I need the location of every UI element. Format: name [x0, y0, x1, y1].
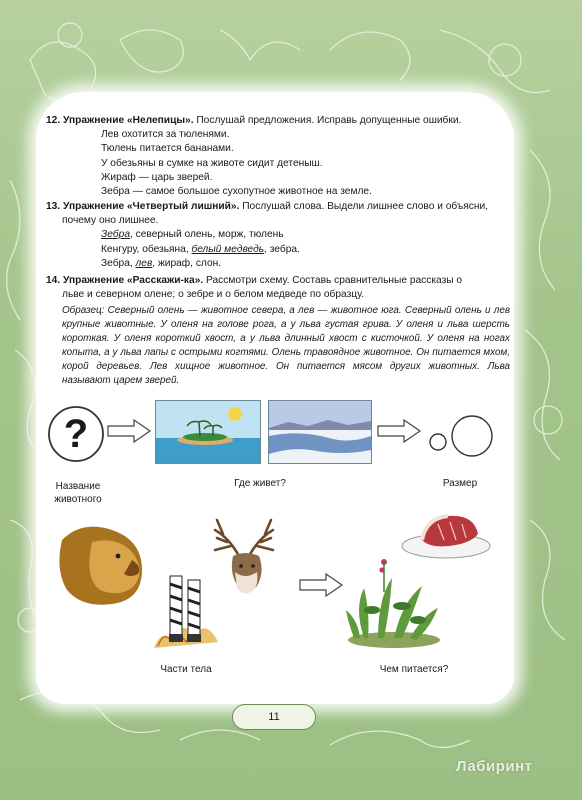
exercise-title: Упражнение «Нелепицы». [63, 115, 194, 126]
question-mark: ? [63, 412, 89, 456]
arrow-right-icon [376, 418, 422, 444]
exercise-title: Упражнение «Четвертый лишний». [63, 201, 240, 212]
sentence: Лев охотится за тюленями. [101, 129, 230, 141]
exercise-instruction-cont: льве и северном олене; о зебре и о белом медведе по образцу. [62, 289, 365, 301]
lion-head-picture [52, 520, 152, 608]
exercise-number: 14. [46, 275, 61, 286]
exercise-instruction: Рассмотри схему. Составь сравнительные рассказы о [203, 275, 463, 286]
sentence: Жираф — царь зверей. [101, 171, 213, 183]
size-circles [426, 410, 496, 462]
exercise-13 [46, 200, 516, 271]
odd-word: лев [135, 257, 153, 269]
exercise-instruction-cont: почему оно лишнее. [62, 215, 159, 227]
watermark: Лабиринт [456, 758, 533, 775]
exercise-number: 12. [46, 115, 61, 126]
caption-food: Чем питается? [379, 664, 449, 675]
exercise-number: 13. [46, 201, 61, 212]
sentence: У обезьяны в сумке на животе сидит детеныш. [101, 157, 323, 169]
word-row: Кенгуру, обезьяна, белый медведь, зебра. [101, 243, 300, 255]
sample-story: Образец: Северный олень — животное севера, а лев — животное юга. Северный олень и лев крупные животные. У оленя на голове рога, а у льва густая грива. У оленя и льва шерсть короткая. У оленя короткий хвост, а у льва длинный хвост с кисточкой. У оленя на ногах копыта, а у льва лапы с острыми когтями. Олень травоядное животное. Он питается мхом, корой деревьев. Лев хищное животное. Он питается мясом других животных. Льва называют царем зверей. [62, 305, 510, 386]
caption-size: Размер [442, 478, 478, 489]
page-number: 11 [232, 704, 316, 730]
odd-word: Зебра [101, 229, 130, 241]
meat-plate-picture [400, 510, 494, 560]
island-picture [155, 400, 261, 464]
word-row: Зебра, лев, жираф, слон. [101, 257, 222, 269]
exercise-instruction: Послушай слова. Выдели лишнее слово и объясни, [239, 201, 488, 212]
sentence: Зебра — самое большое сухопутное животное на земле. [101, 186, 372, 198]
caption-animal-name: Название животного [54, 481, 102, 505]
odd-word: белый медведь [191, 243, 265, 255]
exercise-instruction: Послушай предложения. Исправь допущенные ошибки. [193, 115, 462, 126]
sentence: Тюлень питается бананами. [101, 143, 234, 155]
caption-habitat: Где живет? [234, 478, 286, 489]
caption-body-parts: Части тела [160, 664, 212, 675]
exercise-12 [46, 114, 516, 199]
north-landscape-picture [268, 400, 372, 464]
grass-plants-picture [344, 548, 444, 650]
exercise-title: Упражнение «Расскажи-ка». [63, 275, 204, 286]
exercise-14 [46, 274, 516, 302]
arrow-right-icon [298, 572, 344, 598]
reindeer-head-picture [205, 512, 287, 598]
arrow-right-icon [106, 418, 152, 444]
word-row: Зебра, северный олень, морж, тюлень [101, 229, 284, 241]
